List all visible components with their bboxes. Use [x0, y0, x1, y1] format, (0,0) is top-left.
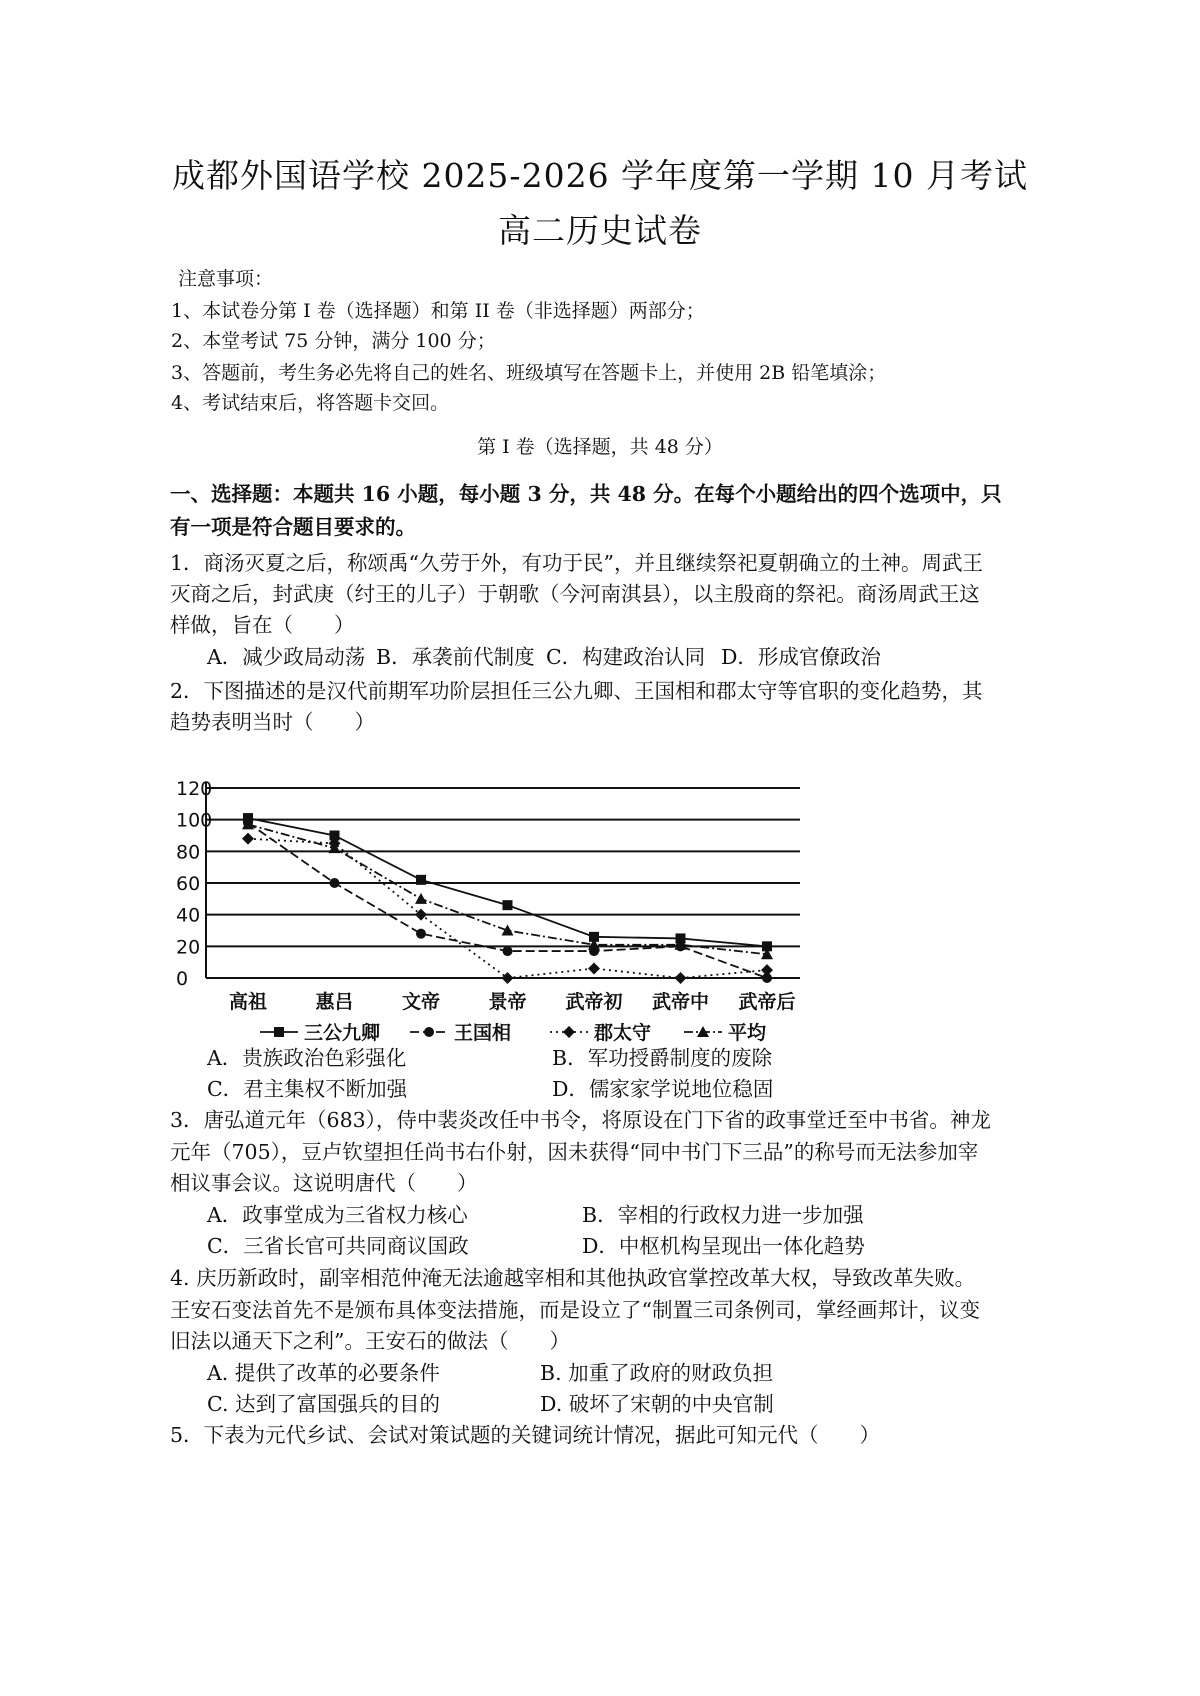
question-3-option-d[interactable]: D．中枢机构呈现出一体化趋势: [582, 1234, 865, 1258]
question-2-text: 2．下图描述的是汉代前期军功阶层担任三公九卿、王国相和郡太守等官职的变化趋势，其: [170, 679, 983, 703]
question-2-option-d[interactable]: D．儒家家学说地位稳固: [552, 1077, 774, 1101]
question-4-option-c[interactable]: C. 达到了富国强兵的目的: [207, 1392, 440, 1416]
series-triangle: [242, 818, 773, 959]
data-point-diamond: [588, 963, 600, 975]
question-3-option-a[interactable]: A．政事堂成为三省权力核心: [207, 1203, 468, 1227]
data-point-square: [274, 1027, 284, 1037]
chart-x-axis: [229, 990, 796, 1013]
question-1-text: 灭商之后，封武庚（纣王的儿子）于朝歌（今河南淇县），以主殷商的祭祀。商汤周武王这: [170, 582, 980, 606]
question-4-text: 王安石变法首先不是颁布具体变法措施，而是设立了“制置三司条例司，掌经画邦计，议变: [170, 1298, 980, 1322]
y-tick-label: 20: [176, 936, 201, 959]
notice-heading: 注意事项：: [178, 268, 274, 290]
section-title: 第 I 卷（选择题，共 48 分）: [477, 436, 723, 458]
question-4-text: 4. 庆历新政时，副宰相范仲淹无法逾越宰相和其他执政官掌控改革大权，导致改革失败。: [170, 1266, 976, 1290]
x-tick-label: 武帝中: [651, 991, 710, 1013]
question-4-option-a[interactable]: A. 提供了改革的必要条件: [207, 1361, 440, 1385]
y-tick-label: 0: [176, 968, 189, 990]
x-tick-label: 武帝初: [565, 991, 623, 1013]
chart-y-axis: [176, 778, 212, 990]
notice-item: 3、答题前，考生务必先将自己的姓名、班级填写在答题卡上，并使用 2B 铅笔填涂；: [171, 362, 887, 384]
y-tick-label: 120: [176, 778, 213, 800]
section-instructions: 一、选择题：本题共 16 小题，每小题 3 分，共 48 分。在每个小题给出的四个选项中，只: [170, 482, 1002, 506]
exam-subtitle: 高二历史试卷: [498, 211, 702, 250]
question-3-text: 相议事会议。这说明唐代（ ）: [170, 1171, 478, 1195]
question-2-option-b[interactable]: B．军功授爵制度的废除: [552, 1046, 773, 1070]
question-3-text: 元年（705），豆卢钦望担任尚书右仆射，因未获得“同中书门下三品”的称号而无法参加宰: [170, 1140, 979, 1164]
data-point-diamond: [761, 964, 773, 976]
data-point-triangle: [502, 925, 514, 936]
y-tick-label: 60: [176, 873, 201, 895]
data-point-diamond: [563, 1026, 575, 1038]
x-tick-label: 武帝后: [738, 991, 796, 1013]
question-2-text: 趋势表明当时（ ）: [170, 710, 375, 734]
question-1-option-d[interactable]: D．形成官僚政治: [721, 645, 881, 669]
exam-title: 成都外国语学校 2025-2026 学年度第一学期 10 月考试: [171, 156, 1029, 195]
data-point-diamond: [502, 972, 514, 984]
question-1-option-a[interactable]: A．减少政局动荡: [207, 645, 366, 669]
data-point-triangle: [415, 893, 427, 904]
question-2-option-a[interactable]: A．贵族政治色彩强化: [207, 1046, 407, 1070]
data-point-circle: [424, 1027, 434, 1037]
question-4-text: 旧法以通天下之利”。王安石的做法（ ）: [170, 1329, 570, 1353]
question-2-option-c[interactable]: C．君主集权不断加强: [207, 1077, 408, 1101]
y-tick-label: 100: [176, 809, 213, 832]
data-point-diamond: [675, 972, 687, 984]
x-tick-label: 高祖: [228, 991, 268, 1013]
legend-label: 郡太守: [594, 1022, 652, 1044]
notice-item: 1、本试卷分第 I 卷（选择题）和第 II 卷（非选择题）两部分；: [171, 300, 705, 322]
question-3-option-c[interactable]: C．三省长官可共同商议国政: [207, 1234, 469, 1258]
notice-item: 4、考试结束后，将答题卡交回。: [171, 392, 450, 414]
data-point-circle: [416, 929, 426, 939]
question-4-option-b[interactable]: B. 加重了政府的财政负担: [540, 1361, 774, 1385]
data-point-diamond: [242, 833, 254, 845]
section-instructions: 有一项是符合题目要求的。: [170, 515, 416, 539]
question-1-option-b[interactable]: B．承袭前代制度: [376, 645, 535, 669]
y-tick-label: 80: [176, 841, 201, 864]
legend-label: 平均: [728, 1022, 767, 1044]
x-tick-label: 惠吕: [315, 991, 354, 1013]
question-1-option-c[interactable]: C．构建政治认同: [546, 645, 706, 669]
data-point-circle: [503, 946, 513, 956]
question-3-option-b[interactable]: B．宰相的行政权力进一步加强: [582, 1203, 864, 1227]
question-3-text: 3．唐弘道元年（683），侍中裴炎改任中书令，将原设在门下省的政事堂迁至中书省。神龙: [170, 1108, 991, 1132]
question-1-text: 样做，旨在（ ）: [170, 613, 355, 637]
notice-item: 2、本堂考试 75 分钟，满分 100 分；: [171, 330, 496, 352]
chart-series: [242, 813, 773, 984]
question-5-text: 5．下表为元代乡试、会试对策试题的关键词统计情况，据此可知元代（ ）: [170, 1423, 881, 1447]
x-tick-label: 景帝: [488, 991, 527, 1013]
data-point-square: [416, 875, 426, 885]
x-tick-label: 文帝: [401, 991, 441, 1013]
legend-label: 三公九卿: [304, 1022, 381, 1044]
data-point-circle: [330, 878, 340, 888]
y-tick-label: 40: [176, 904, 201, 927]
question-1-text: 1．商汤灭夏之后，称颂禹“久劳于外，有功于民”，并且继续祭祀夏朝确立的土神。周武王: [170, 551, 984, 575]
legend-label: 王国相: [454, 1022, 512, 1044]
data-point-square: [503, 900, 513, 910]
question-4-option-d[interactable]: D. 破坏了宋朝的中央官制: [540, 1392, 774, 1416]
